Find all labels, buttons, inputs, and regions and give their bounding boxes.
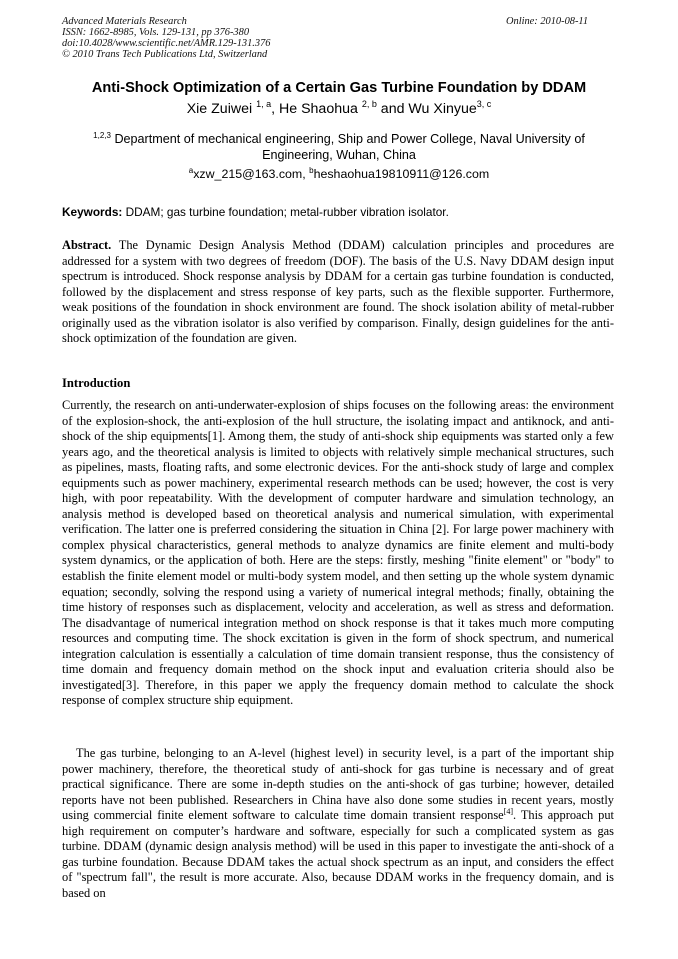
author-list [0,101,678,117]
section-heading: Introduction [62,376,131,390]
body-paragraph [62,746,614,901]
author-name: Wu Xinyue [408,101,477,117]
affiliation-mark: 1,2,3 [93,131,111,140]
affiliation-text: Department of mechanical engineering, Ship and Power College, Naval University of Engineering, Wuhan, China [114,132,585,162]
author-separator: and [376,101,409,117]
affiliation [90,131,588,163]
author-affiliation-mark: 1, a [256,99,272,109]
author-affiliation-mark: 3, c [476,99,492,109]
paper-title: Anti-Shock Optimization of a Certain Gas Turbine Foundation by DDAM [91,80,587,96]
journal-name: Advanced Materials Research [62,16,187,27]
journal-doi: doi:10.4028/www.scientific.net/AMR.129-131.376 [62,38,271,49]
email-mark: a [188,166,194,175]
author-name: He Shaohua [279,101,358,117]
abstract [62,238,614,347]
author-affiliation-mark: 2, b [361,99,377,109]
email-mark: b [309,166,314,175]
email-address: xzw_215@163.com [193,167,303,181]
paragraph-text: The gas turbine, belonging to an A-level (highest level) in security level, is a part of the important ship power machinery, therefore, the theoretical study of anti-shock for gas turbine is necessary and of great practical significance. There are some in-depth studies on the anti-shock of gas turbine; however, detailed reports have not been published. Researchers in China have also done some studies in recent years, mostly using commercial finite element software to calculate time domain transient response [62,746,614,823]
author-emails [0,167,678,181]
journal-issn: ISSN: 1662-8985, Vols. 129-131, pp 376-380 [62,27,250,38]
body-paragraph: Currently, the research on anti-underwater-explosion of ships focuses on the following areas: the environment of the explosion-shock, the anti-explosion of the hull structure, the isolating impact and antiknock, and anti-shock of the ship equipments[1]. Among them, the study of anti-shock ship equipments was started only a few years ago, and the theoretical analysis is limited to objects with relatively simple mechanical structures, such as pipelines, masts, floating rafts, and some electronic devices. For the anti-shock study of large and complex equipments such as power machinery, experimental research methods can be used; however, the cost is very high, with poor repeatability. With the development of computer hardware and simulation technology, an analysis method is developed based on theoretical analysis and numerical simulation, with experimental verification. The latter one is preferred considering the situation in China [2]. For large power machinery with complex physical characteristics, general methods to analyze dynamics are finite element and multi-body system dynamics, or the application of both. Here are the steps: firstly, meshing "finite element" or "body" to establish the finite element model or multi-body system model, and then setting up the whole system dynamic equation; secondly, solving the respond using a variety of numerical integral methods; finally, obtaining the time history of responses such as displacement, velocity and acceleration, as well as stress and deformation. The disadvantage of numerical integration method on shock response is that it takes much more computing resources and computing time. The shock excitation is given in the form of shock spectrum, and numerical integration calculation is essentially a calculation of time domain transient response, thus the consistency of time domain and frequency domain method on the shock input and evaluation criteria should also be investigated[3]. Therefore, in this paper we apply the frequency domain method to calculate the shock response of complex structure ship equipment. [62,398,614,708]
author-separator: , [271,101,279,117]
citation-reference: [4] [503,807,514,817]
keywords-text: DDAM; gas turbine foundation; metal-rubber vibration isolator. [125,205,449,219]
abstract-text: The Dynamic Design Analysis Method (DDAM) calculation principles and procedures are addressed for a system with two degrees of freedom (DOF). The basis of the U.S. Navy DDAM design input spectrum is introduced. Shock response analysis by DDAM for a certain gas turbine foundation is conducted, followed by the displacement and stress response of key parts, such as the flexible supporter. Furthermore, weak positions of the foundation in shock environment are found. The shock isolation ability of metal-rubber originally used as the vibration isolator is also verified by comparison. Finally, design guidelines for the anti-shock optimization of the foundation are given. [62,238,614,346]
paragraph-text: . This approach put high requirement on computer’s hardware and software, especially for such a complicated system as gas turbine. DDAM (dynamic design analysis method) will be used in this paper to investigate the anti-shock of a gas turbine foundation. Because DDAM takes the actual shock spectrum as an input, and considers the effect of "spectrum fall", the result is more accurate. Also, because DDAM works in the frequency domain, and is based on [62,808,614,900]
email-separator: , [302,167,310,181]
abstract-label: Abstract. [62,238,112,252]
author-name: Xie Zuiwei [186,101,253,117]
online-date: Online: 2010-08-11 [506,16,589,27]
copyright-line: © 2010 Trans Tech Publications Ltd, Switzerland [62,49,268,60]
keywords-label: Keywords: [62,205,123,219]
keywords [62,205,449,219]
email-address: heshaohua19810911@126.com [313,167,490,181]
